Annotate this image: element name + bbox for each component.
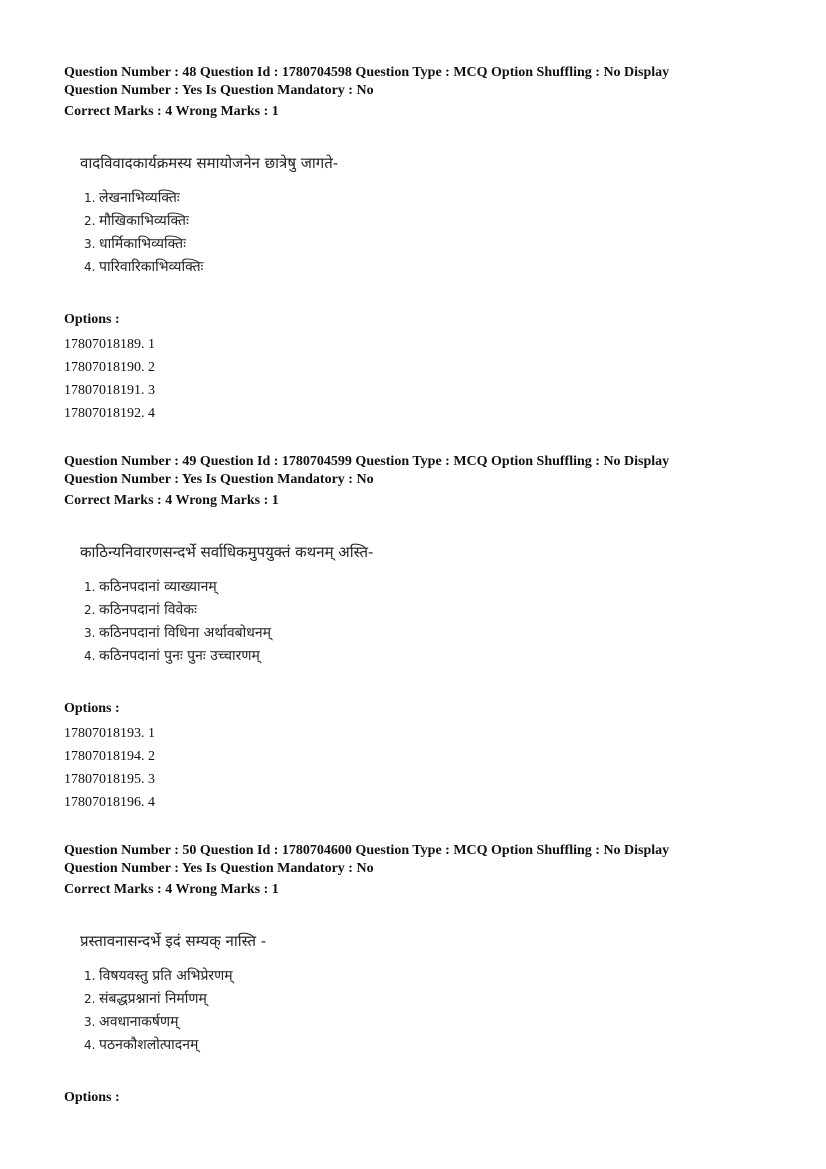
choice-item (84, 256, 764, 279)
choice-item (84, 210, 764, 233)
options-label: Options : (64, 312, 120, 327)
choice-text: कठिनपदानां व्याख्यानम् (99, 579, 217, 595)
choice-number: 2. (84, 214, 96, 228)
choice-number: 1. (84, 580, 96, 594)
choice-item (84, 645, 764, 668)
choice-number: 4. (84, 649, 96, 663)
options-label: Options : (64, 1090, 120, 1105)
question-text: काठिन्यनिवारणसन्दर्भे सर्वाधिकमुपयुक्तं कथनम् अस्ति- (80, 543, 374, 561)
choice-item (84, 599, 764, 622)
choice-number: 2. (84, 992, 96, 1006)
choice-item (84, 1011, 764, 1034)
choice-item (84, 965, 764, 988)
choice-number: 2. (84, 603, 96, 617)
choice-number: 3. (84, 1015, 96, 1029)
option-id-row: 17807018190. 2 (64, 360, 155, 375)
choice-text: धार्मिकाभिव्यक्तिः (99, 236, 186, 252)
choice-text: कठिनपदानां विवेकः (99, 602, 197, 618)
question-meta-line: Question Number : 49 Question Id : 1780704599 Question Type : MCQ Option Shuffling : No Display (64, 454, 670, 469)
choice-text: पारिवारिकाभिव्यक्तिः (99, 259, 204, 275)
choice-number: 3. (84, 237, 96, 251)
choice-item (84, 187, 764, 210)
choice-number: 4. (84, 1038, 96, 1052)
option-id-row: 17807018191. 3 (64, 383, 155, 398)
option-id-row: 17807018192. 4 (64, 406, 155, 421)
choice-number: 1. (84, 969, 96, 983)
choice-text: पठनकौशलोत्पादनम् (99, 1037, 199, 1053)
choice-text: कठिनपदानां पुनः पुनः उच्चारणम् (99, 648, 260, 664)
choice-number: 4. (84, 260, 96, 274)
question-block-48 (64, 64, 764, 425)
option-id-row: 17807018194. 2 (64, 749, 155, 764)
choice-item (84, 988, 764, 1011)
option-id-row: 17807018189. 1 (64, 337, 155, 352)
option-id-row: 17807018193. 1 (64, 726, 155, 741)
question-meta-line: Question Number : 48 Question Id : 1780704598 Question Type : MCQ Option Shuffling : No Display (64, 65, 670, 80)
question-meta-line: Question Number : 50 Question Id : 1780704600 Question Type : MCQ Option Shuffling : No Display (64, 843, 670, 858)
options-label: Options : (64, 701, 120, 716)
marks-line: Correct Marks : 4 Wrong Marks : 1 (64, 493, 279, 508)
marks-line: Correct Marks : 4 Wrong Marks : 1 (64, 882, 279, 897)
choice-item (84, 233, 764, 256)
question-mandatory-line: Question Number : Yes Is Question Mandatory : No (64, 472, 374, 487)
marks-line: Correct Marks : 4 Wrong Marks : 1 (64, 104, 279, 119)
choice-item (84, 576, 764, 599)
option-id-row: 17807018195. 3 (64, 772, 155, 787)
choice-text: लेखनाभिव्यक्तिः (99, 190, 180, 206)
question-text: वादविवादकार्यक्रमस्य समायोजनेन छात्रेषु जागते- (80, 154, 339, 172)
choice-text: कठिनपदानां विधिना अर्थावबोधनम् (99, 625, 272, 641)
question-text: प्रस्तावनासन्दर्भे इदं सम्यक् नास्ति - (80, 932, 267, 950)
option-id-list (64, 333, 764, 425)
question-mandatory-line: Question Number : Yes Is Question Mandatory : No (64, 861, 374, 876)
choice-list (84, 576, 764, 668)
choice-number: 1. (84, 191, 96, 205)
choice-text: संबद्धप्रश्नानां निर्माणम् (99, 991, 207, 1007)
option-id-row: 17807018196. 4 (64, 795, 155, 810)
choice-item (84, 1034, 764, 1057)
choice-number: 3. (84, 626, 96, 640)
choice-text: मौखिकाभिव्यक्तिः (99, 213, 189, 229)
choice-list (84, 965, 764, 1057)
choice-item (84, 622, 764, 645)
option-id-list (64, 722, 764, 814)
choice-text: अवधानाकर्षणम् (99, 1014, 179, 1030)
choice-text: विषयवस्तु प्रति अभिप्रेरणम् (99, 968, 233, 984)
question-block-49 (64, 453, 764, 814)
choice-list (84, 187, 764, 279)
question-block-50 (64, 842, 764, 1107)
question-mandatory-line: Question Number : Yes Is Question Mandatory : No (64, 83, 374, 98)
